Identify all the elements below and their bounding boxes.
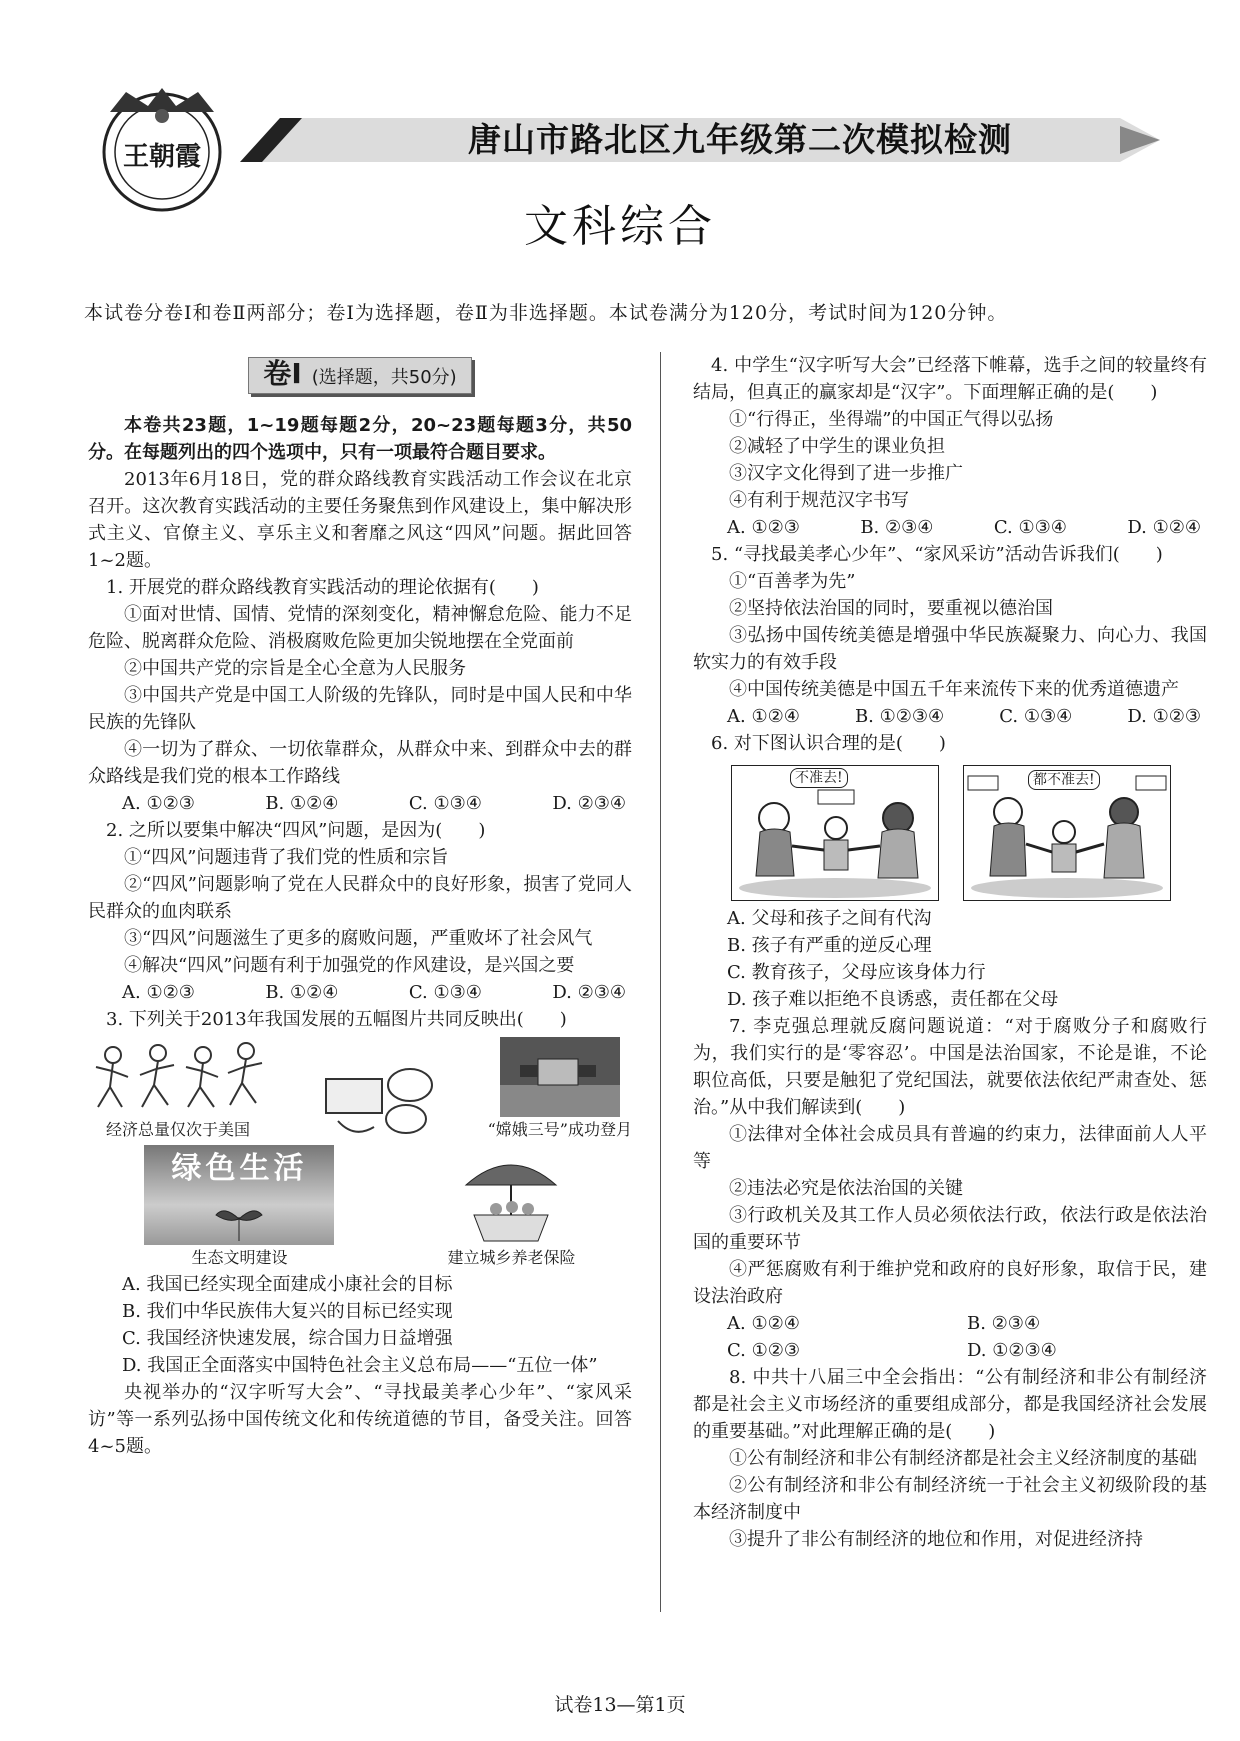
- q5-options: [693, 703, 1207, 730]
- cartoon-panel-right: [963, 765, 1171, 901]
- q2-option-b: B. ①②④: [265, 982, 339, 1003]
- q4-option-b: B. ②③④: [860, 517, 934, 538]
- q2-options: [88, 979, 632, 1006]
- q5-item: ②坚持依法治国的同时，要重视以德治国: [729, 598, 1053, 619]
- q2-item: ④解决“四风”问题有利于加强党的作风建设，是兴国之要: [124, 955, 575, 976]
- q5-stem: 5. “寻找最美孝心少年”、“家风采访”活动告诉我们( ): [711, 544, 1163, 565]
- q7-stem: 7. 李克强总理就反腐问题说道：“对于腐败分子和腐败行为，我们实行的是‘零容忍’。中国是法治国家，不论是谁，不论职位高低，只要是触犯了党纪国法，就要依法依纪严肃查处、惩治。”从中我们解读到( ): [693, 1016, 1207, 1118]
- q4-option-c: C. ①③④: [993, 517, 1067, 538]
- q5-item: ④中国传统美德是中国五千年来流传下来的优秀道德遗产: [729, 679, 1179, 700]
- q6-stem: 6. 对下图认识合理的是( ): [711, 733, 946, 754]
- q2-option-d: D. ②③④: [552, 982, 626, 1003]
- q8-item: ①公有制经济和非公有制经济都是社会主义经济制度的基础: [729, 1448, 1197, 1469]
- q8-item: ③提升了非公有制经济的地位和作用，对促进经济持: [729, 1529, 1143, 1550]
- q3-option-a: A. 我国已经实现全面建成小康社会的目标: [122, 1274, 453, 1295]
- material-1: 2013年6月18日，党的群众路线教育实践活动工作会议在北京召开。这次教育实践活动的主要任务聚焦到作风建设上，集中解决形式主义、官僚主义、享乐主义和奢靡之风这“四风”问题。据此回答1~2题。: [88, 469, 632, 571]
- material-2: 央视举办的“汉字听写大会”、“寻找最美孝心少年”、“家风采访”等一系列弘扬中国传统文化和传统道德的节目，备受关注。回答4~5题。: [88, 1382, 632, 1457]
- cartoon-panel-left: [731, 765, 939, 901]
- q3-caption-3: “嫦娥三号”成功登月: [487, 1120, 632, 1139]
- q1-item: ①面对世情、国情、党情的深刻变化，精神懈怠危险、能力不足危险、脱离群众危险、消极腐败危险更加尖锐地摆在全党面前: [88, 604, 632, 652]
- q7-options: [693, 1310, 1207, 1364]
- q1-option-d: D. ②③④: [552, 793, 626, 814]
- q1-item: ②中国共产党的宗旨是全心全意为人民服务: [124, 658, 466, 679]
- q4-item: ③汉字文化得到了进一步推广: [729, 463, 963, 484]
- q1-stem: 1. 开展党的群众路线教育实践活动的理论依据有( ): [106, 577, 539, 598]
- q5-option-c: C. ①③④: [999, 706, 1073, 727]
- logo-text: 王朝霞: [122, 142, 201, 172]
- q6-options: [693, 905, 1207, 1013]
- green-life-overlay: 绿色生活: [171, 1151, 308, 1186]
- q6-option-c: C. 教育孩子，父母应该身体力行: [727, 962, 986, 983]
- q3-figures-row-1: [88, 1037, 632, 1141]
- cartoon-bubble-left: 不准去!: [790, 768, 848, 788]
- q3-figure-ecology: [144, 1145, 334, 1269]
- q6-cartoon: [731, 765, 1207, 901]
- q7-option-a: A. ①②④: [727, 1313, 800, 1334]
- section-header: [88, 354, 632, 396]
- q7-option-d: D. ①②③④: [967, 1340, 1057, 1361]
- q4-option-d: D. ①②④: [1127, 517, 1201, 538]
- q1-option-b: B. ①②④: [265, 793, 339, 814]
- q8-stem: 8. 中共十八届三中全会指出：“公有制经济和非公有制经济都是社会主义市场经济的重要组成部分，都是我国经济社会发展的重要基础。”对此理解正确的是( ): [693, 1367, 1207, 1442]
- umbrella-pension-illustration: [456, 1145, 566, 1245]
- q3-figure-internet: [318, 1061, 438, 1141]
- cartoon-bubble-right: 都不准去!: [1028, 770, 1100, 790]
- q1-item: ③中国共产党是中国工人阶级的先锋队，同时是中国人民和中华民族的先锋队: [88, 685, 632, 733]
- q5-option-d: D. ①②③: [1127, 706, 1201, 727]
- page-footer: 试卷13—第1页: [554, 1694, 686, 1716]
- q1-item: ④一切为了群众、一切依靠群众，从群众中来、到群众中去的群众路线是我们党的根本工作路线: [88, 739, 632, 787]
- q3-caption-4: 生态文明建设: [191, 1248, 288, 1267]
- sprout-icon: [214, 1201, 264, 1241]
- q4-option-a: A. ①②③: [727, 517, 800, 538]
- column-divider: [660, 352, 661, 1612]
- q7-item: ②违法必究是依法治国的关键: [729, 1178, 963, 1199]
- q2-item: ③“四风”问题滋生了更多的腐败问题，严重败坏了社会风气: [124, 928, 593, 949]
- q3-option-c: C. 我国经济快速发展，综合国力日益增强: [122, 1328, 453, 1349]
- q4-item: ④有利于规范汉字书写: [729, 490, 909, 511]
- q3-figures-row-2: [88, 1145, 632, 1269]
- right-column: [693, 352, 1207, 1553]
- subject-title: 文科综合: [524, 201, 716, 252]
- q8-item: ②公有制经济和非公有制经济统一于社会主义初级阶段的基本经济制度中: [693, 1475, 1207, 1523]
- q3-stem: 3. 下列关于2013年我国发展的五幅图片共同反映出( ): [106, 1009, 567, 1030]
- q2-option-a: A. ①②③: [122, 982, 195, 1003]
- q5-item: ①“百善孝为先”: [729, 571, 856, 592]
- q7-item: ③行政机关及其工作人员必须依法行政，依法行政是依法治国的重要环节: [693, 1205, 1207, 1253]
- q3-options: [88, 1271, 632, 1379]
- q6-option-a: A. 父母和孩子之间有代沟: [727, 908, 932, 929]
- q4-item: ①“行得正，坐得端”的中国正气得以弘扬: [729, 409, 1054, 430]
- q3-figure-pension: [447, 1145, 575, 1269]
- q7-option-c: C. ①②③: [727, 1340, 800, 1361]
- q5-option-a: A. ①②④: [727, 706, 800, 727]
- left-column: [88, 352, 632, 1460]
- q5-option-b: B. ①②③④: [854, 706, 945, 727]
- green-life-photo: [144, 1145, 334, 1245]
- exam-intro: 本试卷分卷Ⅰ和卷Ⅱ两部分；卷Ⅰ为选择题，卷Ⅱ为非选择题。本试卷满分为120分，考试时间为120分钟。: [84, 302, 1008, 324]
- q3-option-d: D. 我国正全面落实中国特色社会主义总布局——“五位一体”: [122, 1355, 598, 1376]
- q3-caption-1: 经济总量仅次于美国: [105, 1120, 250, 1139]
- q4-options: [693, 514, 1207, 541]
- q1-option-c: C. ①③④: [408, 793, 482, 814]
- running-figures-illustration: [88, 1037, 268, 1117]
- q2-option-c: C. ①③④: [408, 982, 482, 1003]
- moon-lander-photo: [500, 1037, 620, 1117]
- q1-options: [88, 790, 632, 817]
- q5-item: ③弘扬中国传统美德是增强中华民族凝聚力、向心力、我国软实力的有效手段: [693, 625, 1207, 673]
- section-subtitle: (选择题，共50分): [311, 366, 457, 388]
- exam-title: 唐山市路北区九年级第二次模拟检测: [468, 120, 1012, 159]
- q2-item: ①“四风”问题违背了我们党的性质和宗旨: [124, 847, 449, 868]
- q2-item: ②“四风”问题影响了党在人民群众中的良好形象，损害了党同人民群众的血肉联系: [88, 874, 632, 922]
- internet-illustration: [318, 1061, 438, 1141]
- q4-item: ②减轻了中学生的课业负担: [729, 436, 945, 457]
- q6-option-d: D. 孩子难以拒绝不良诱惑，责任都在父母: [727, 989, 1059, 1010]
- q3-caption-5: 建立城乡养老保险: [447, 1248, 576, 1267]
- q7-item: ④严惩腐败有利于维护党和政府的良好形象，取信于民，建设法治政府: [693, 1259, 1207, 1307]
- q3-figure-economy: [88, 1037, 268, 1141]
- q2-stem: 2. 之所以要集中解决“四风”问题，是因为( ): [106, 820, 486, 841]
- q7-item: ①法律对全体社会成员具有普遍的约束力，法律面前人人平等: [693, 1124, 1207, 1172]
- q1-option-a: A. ①②③: [122, 793, 195, 814]
- q6-option-b: B. 孩子有严重的逆反心理: [727, 935, 932, 956]
- section-instructions: 本卷共23题，1~19题每题2分，20~23题每题3分，共50分。在每题列出的四个选项中，只有一项最符合题目要求。: [88, 415, 632, 463]
- q3-option-b: B. 我们中华民族伟大复兴的目标已经实现: [122, 1301, 453, 1322]
- q7-option-b: B. ②③④: [967, 1313, 1041, 1334]
- q3-figure-moon: [488, 1037, 632, 1141]
- q4-stem: 4. 中学生“汉字听写大会”已经落下帷幕，选手之间的较量终有结局，但真正的赢家却是“汉字”。下面理解正确的是( ): [693, 355, 1207, 403]
- section-title: 卷Ⅰ: [263, 356, 302, 390]
